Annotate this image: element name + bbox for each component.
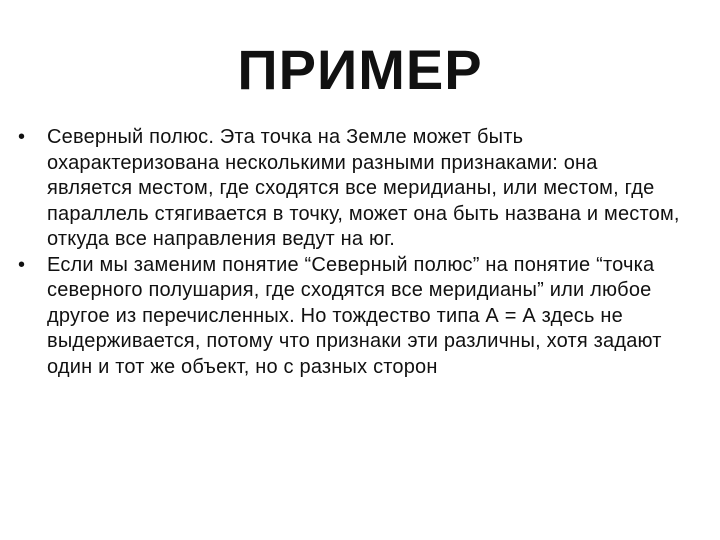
slide-title: ПРИМЕР — [237, 38, 483, 101]
bullet-list — [18, 125, 708, 380]
bullet-marker: • — [18, 126, 26, 148]
bullet-item — [18, 253, 708, 381]
bullet-text: Северный полюс. Эта точка на Земле может быть охарактеризована несколькими разными признаками: она является местом, где сходятся все меридианы, или местом, где параллель стягивается в точку, может она быть названа и местом, откуда все направления ведут на юг. — [47, 126, 680, 250]
bullet-item — [18, 125, 708, 253]
bullet-text: Если мы заменим понятие “Северный полюс” на понятие “точка северного полушария, где сходятся все меридианы” или любое другое из перечисленных. Но тождество типа А = А здесь не выдерживается, потому что признаки эти различны, хотя задают один и тот же объект, но с разных сторон — [47, 253, 662, 378]
bullet-marker: • — [18, 253, 26, 276]
